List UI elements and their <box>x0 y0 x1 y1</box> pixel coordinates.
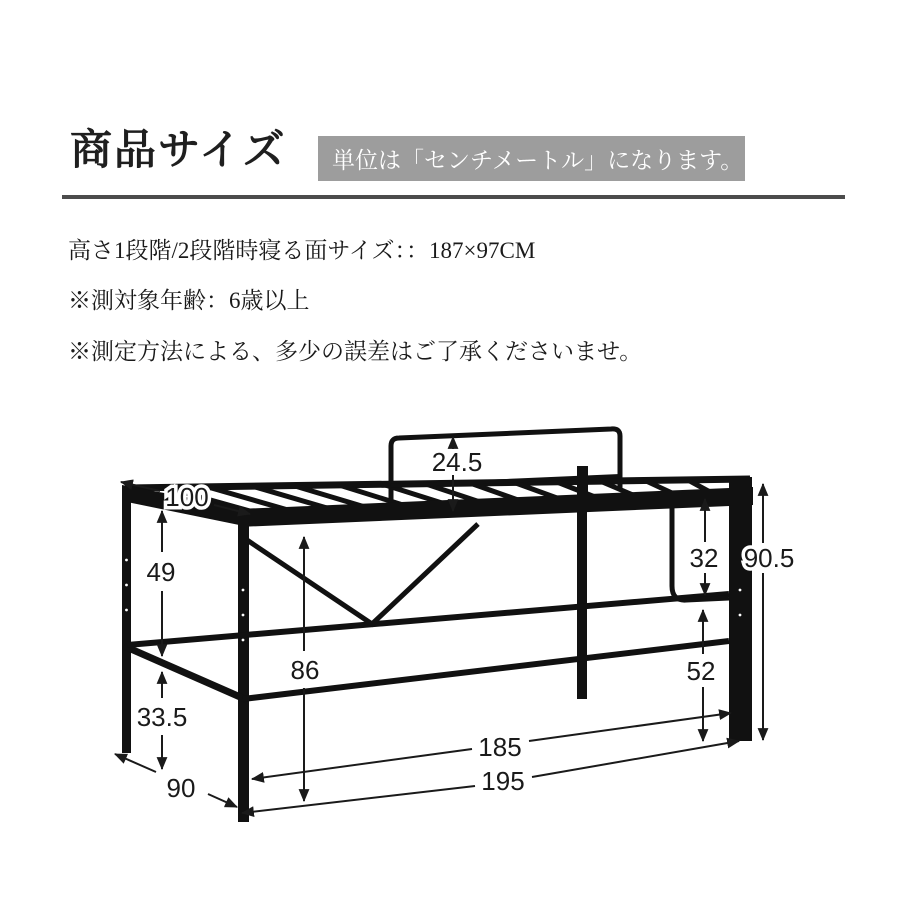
dimension-lower-leg-section <box>137 672 188 769</box>
dim-label-inner-length: 185 <box>478 732 522 762</box>
unit-note-badge: 単位は「センチメートル」になります。 <box>318 136 745 181</box>
bed-frame <box>122 429 753 822</box>
lower-rails <box>124 594 729 700</box>
note-sleeping-surface: 高さ1段階/2段階時寝る面サイズ：：187×97CM <box>68 238 536 263</box>
dim-label-guard-rail-height: 24.5 <box>431 447 483 477</box>
page-title: 商品サイズ <box>70 128 287 174</box>
dim-label-foot-depth-bottom: 90 <box>166 773 196 803</box>
dim-label-total-height: 90.5 <box>743 543 795 573</box>
dim-label-outer-length: 195 <box>481 766 525 796</box>
note-measurement-tolerance: ※測定方法による、多少の誤差はご了承くださいませ。 <box>68 338 643 364</box>
dimension-foot-depth-bottom <box>115 754 237 807</box>
dim-label-hook-to-floor: 52 <box>686 656 716 686</box>
dim-label-upper-leg-section: 49 <box>146 557 176 587</box>
dimension-upper-leg-section <box>147 511 176 656</box>
dimension-hook-drop <box>690 499 719 595</box>
dim-label-under-bed-clearance: 86 <box>290 655 320 685</box>
guard-rail <box>391 429 620 500</box>
dim-label-head-depth-top: 100 <box>165 482 209 512</box>
dimension-hook-to-floor <box>687 610 716 741</box>
dim-label-lower-leg-section: 33.5 <box>136 702 188 732</box>
dim-label-hook-drop: 32 <box>689 543 719 573</box>
note-target-age: ※測対象年齢：6歳以上 <box>68 288 310 314</box>
dimension-under-bed-clearance <box>291 537 320 801</box>
v-brace <box>247 524 478 624</box>
bed-platform <box>122 479 753 527</box>
